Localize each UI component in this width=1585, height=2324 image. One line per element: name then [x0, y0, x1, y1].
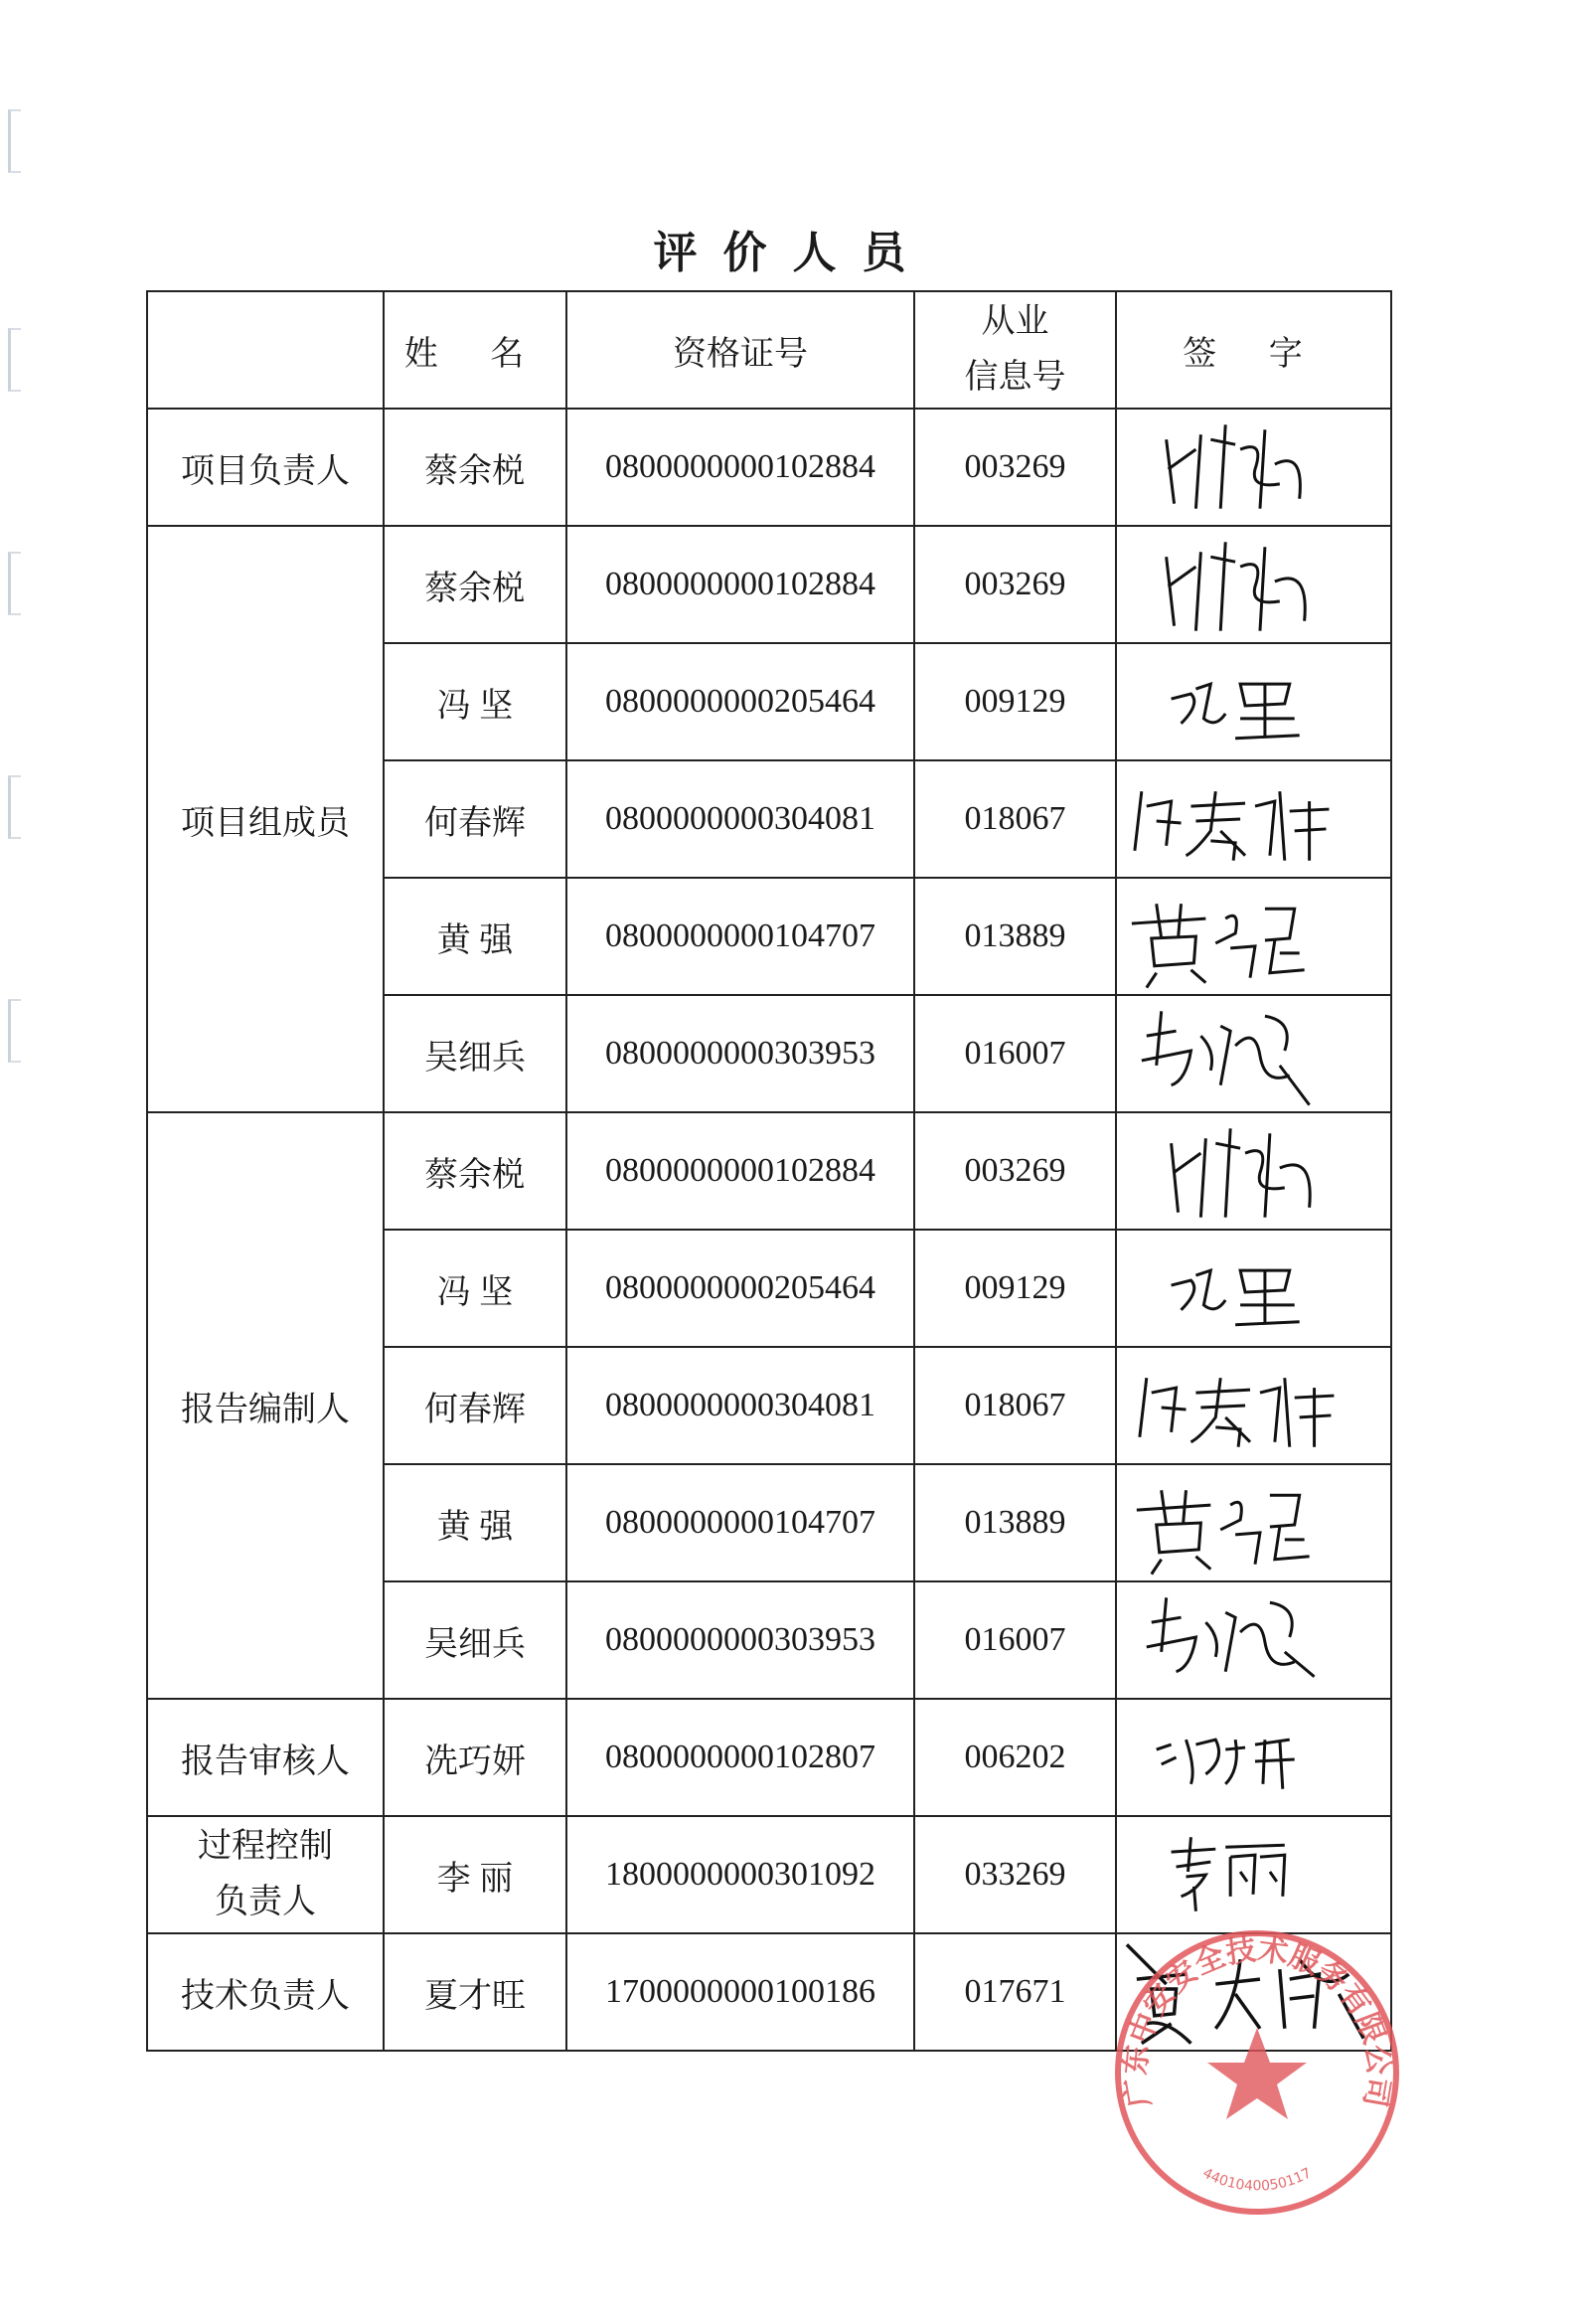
signature-cell: [1116, 760, 1391, 878]
name-cell: 何春辉: [384, 760, 566, 878]
role-cell: 项目组成员: [147, 526, 384, 1112]
practice-cell: 033269: [914, 1816, 1116, 1933]
cert-cell: 1700000000100186: [566, 1933, 914, 2051]
signature-image: [1117, 1348, 1390, 1463]
name-cell: 何春辉: [384, 1347, 566, 1464]
table-row: [147, 1699, 1391, 1816]
scan-edge-mark: [8, 999, 21, 1063]
name-cell: 蔡余棁: [384, 409, 566, 526]
signature-cell: [1116, 1581, 1391, 1699]
signature-cell: [1116, 643, 1391, 760]
practice-cell: 018067: [914, 1347, 1116, 1464]
company-seal: [1108, 1923, 1406, 2222]
signature-image: [1117, 1817, 1390, 1932]
cert-cell: 0800000000104707: [566, 1464, 914, 1581]
signature-cell: [1116, 1816, 1391, 1933]
header-row: [147, 291, 1391, 409]
role-cell: 报告编制人: [147, 1112, 384, 1699]
role-cell: [147, 1816, 384, 1933]
name-cell: 冯 坚: [384, 643, 566, 760]
practice-cell: 003269: [914, 1112, 1116, 1230]
name-cell: 吴细兵: [384, 1581, 566, 1699]
signature-cell: [1116, 409, 1391, 526]
name-cell: 黄 强: [384, 1464, 566, 1581]
practice-cell: 013889: [914, 1464, 1116, 1581]
cert-cell: 0800000000102807: [566, 1699, 914, 1816]
table-row: [147, 1112, 1391, 1230]
signature-cell: [1116, 1347, 1391, 1464]
signature-cell: [1116, 878, 1391, 995]
practice-cell: 017671: [914, 1933, 1116, 2051]
header-cert: 资格证号: [566, 291, 914, 409]
star-icon: [1207, 2028, 1307, 2119]
signature-image: [1117, 410, 1390, 525]
header-role: [147, 291, 384, 409]
cert-cell: 0800000000303953: [566, 995, 914, 1112]
header-practice-line1: 从业: [981, 303, 1049, 340]
signature-image: [1117, 996, 1390, 1111]
signature-image: [1117, 1582, 1390, 1698]
signature-image: [1117, 1113, 1390, 1229]
signature-image: [1117, 527, 1390, 642]
cert-cell: 0800000000104707: [566, 878, 914, 995]
page-title: 评价人员: [653, 228, 932, 278]
cert-cell: 0800000000304081: [566, 760, 914, 878]
signature-image: [1117, 1700, 1390, 1815]
role-cell: 项目负责人: [147, 409, 384, 526]
seal-number: 4401040050117: [1199, 2165, 1315, 2195]
cert-cell: 1800000000301092: [566, 1816, 914, 1933]
name-cell: 吴细兵: [384, 995, 566, 1112]
table-row: [147, 1816, 1391, 1933]
signature-cell: [1116, 1699, 1391, 1816]
practice-cell: 006202: [914, 1699, 1116, 1816]
header-practice-line2: 信息号: [964, 359, 1066, 396]
scan-edge-mark: [8, 328, 21, 392]
role-line1: 过程控制: [198, 1828, 333, 1865]
name-cell: 夏才旺: [384, 1933, 566, 2051]
practice-cell: 009129: [914, 1230, 1116, 1347]
practice-cell: 018067: [914, 760, 1116, 878]
cert-cell: 0800000000303953: [566, 1581, 914, 1699]
signature-cell: [1116, 1230, 1391, 1347]
signature-image: [1117, 879, 1390, 994]
practice-cell: 013889: [914, 878, 1116, 995]
role-cell: 技术负责人: [147, 1933, 384, 2051]
cert-cell: 0800000000102884: [566, 526, 914, 643]
signature-cell: [1116, 1112, 1391, 1230]
name-cell: 蔡余棁: [384, 1112, 566, 1230]
scan-edge-mark: [8, 775, 21, 839]
cert-cell: 0800000000102884: [566, 1112, 914, 1230]
cert-cell: 0800000000102884: [566, 409, 914, 526]
header-name: 姓 名: [384, 291, 566, 409]
signature-image: [1117, 761, 1390, 877]
name-cell: 冼巧妍: [384, 1699, 566, 1816]
name-cell: 蔡余棁: [384, 526, 566, 643]
practice-cell: 016007: [914, 995, 1116, 1112]
name-cell: 黄 强: [384, 878, 566, 995]
table-row: [147, 526, 1391, 643]
cert-cell: 0800000000205464: [566, 1230, 914, 1347]
name-cell: 李 丽: [384, 1816, 566, 1933]
role-cell: 报告审核人: [147, 1699, 384, 1816]
scan-edge-mark: [8, 109, 21, 173]
personnel-table: [146, 290, 1392, 2052]
scan-edge-mark: [8, 552, 21, 615]
name-cell: 冯 坚: [384, 1230, 566, 1347]
signature-image: [1117, 644, 1390, 759]
practice-cell: 003269: [914, 409, 1116, 526]
cert-cell: 0800000000304081: [566, 1347, 914, 1464]
signature-image: [1117, 1231, 1390, 1346]
practice-cell: 009129: [914, 643, 1116, 760]
signature-cell: [1116, 526, 1391, 643]
table-row: [147, 409, 1391, 526]
role-line2: 负责人: [215, 1884, 316, 1920]
signature-image: [1117, 1465, 1390, 1580]
practice-cell: 003269: [914, 526, 1116, 643]
svg-text:4401040050117: [1200, 2165, 1315, 2194]
header-practice: [914, 291, 1116, 409]
signature-cell: [1116, 1464, 1391, 1581]
practice-cell: 016007: [914, 1581, 1116, 1699]
cert-cell: 0800000000205464: [566, 643, 914, 760]
seal-name: 广东中安安全技术服务有限公司: [1118, 1932, 1396, 2110]
signature-cell: [1116, 995, 1391, 1112]
header-signature: 签 字: [1116, 291, 1391, 409]
